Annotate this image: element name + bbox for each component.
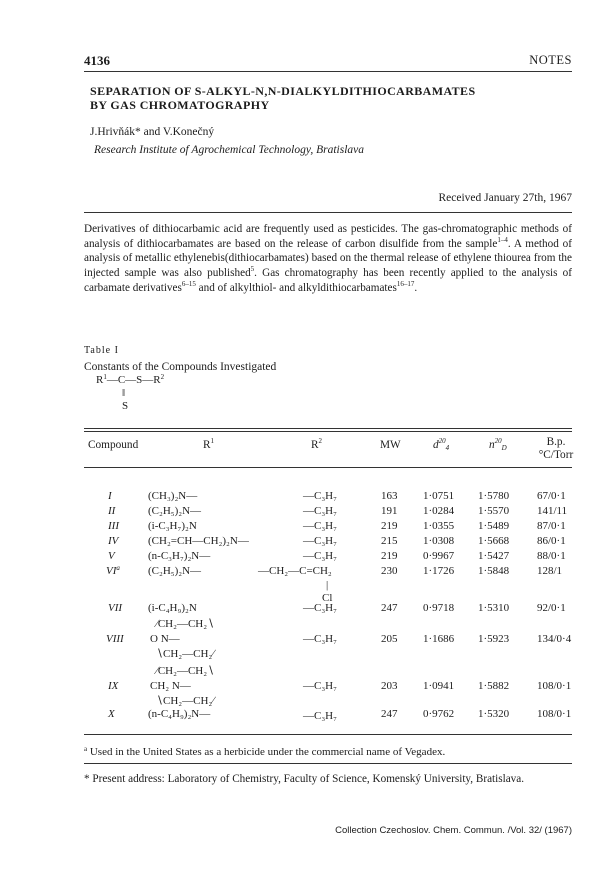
footnote-rule — [84, 763, 572, 764]
intro-paragraph: Derivatives of dithiocarbamic acid are frequently used as pesticides. The gas-chromatographic methods of analysis of dithiocarbamates are based on the release of carbon disulfide from the sample$^{1-4}$. A method of analysis of metallic ethylenebis(dithiocarbamates) based on the thermal release of ethylene thiourea from the injected sample was also published$^5$. Gas chromatography has been recently applied to the analysis of carbamate derivatives$^{6-15}$ and of alkylthiol- and alkyldithiocarbamates$^{16-17}$. — [84, 223, 572, 294]
page-number: 4136 — [84, 53, 110, 68]
journal-citation: Collection Czechoslov. Chem. Commun. /Vol. 32/ (1967) — [335, 825, 572, 836]
table-footnote: $^a$ Used in the United States as a herbicide under the commercial name of Vegadex. — [84, 745, 446, 758]
abstract-rule — [84, 212, 572, 213]
col-header-r1: $R^1$ — [203, 437, 215, 451]
citation: 5 — [250, 265, 255, 274]
general-structure: $R^1—C—S—R^2$ ‖ S — [96, 373, 165, 412]
table-bottom-rule — [84, 734, 572, 735]
col-header-mw: MW — [380, 439, 401, 451]
table-top-rule-2 — [84, 431, 572, 432]
col-header-compound: Compound — [88, 439, 139, 451]
table-header-rule — [84, 467, 572, 468]
table-caption: Constants of the Compounds Investigated — [84, 361, 277, 373]
table-label: Table I — [84, 345, 119, 356]
citation: 1–4 — [497, 235, 508, 244]
table-top-rule — [84, 428, 572, 429]
col-header-density: $d^{20}_4$ — [433, 437, 450, 452]
affiliation: Research Institute of Agrochemical Technology, Bratislava — [94, 144, 364, 156]
col-header-refractive-index: $n^{20}_D$ — [489, 437, 507, 452]
address-footnote: * Present address: Laboratory of Chemistry, Faculty of Science, Komenský University, Bratislava. — [84, 773, 525, 785]
header-rule — [84, 71, 572, 72]
col-header-bp: B.p. °C/Torr — [538, 436, 574, 461]
citation: 6–15 — [181, 279, 196, 288]
authors: J.Hrivňák* and V.Konečný — [90, 126, 215, 138]
citation: 16–17 — [396, 279, 415, 288]
article-title: SEPARATION OF S-ALKYL-N,N-DIALKYLDITHIOCARBAMATES BY GAS CHROMATOGRAPHY — [90, 84, 476, 112]
received-date: Received January 27th, 1967 — [438, 192, 572, 204]
section-label: NOTES — [529, 53, 572, 67]
col-header-r2: $R^2$ — [311, 437, 323, 451]
